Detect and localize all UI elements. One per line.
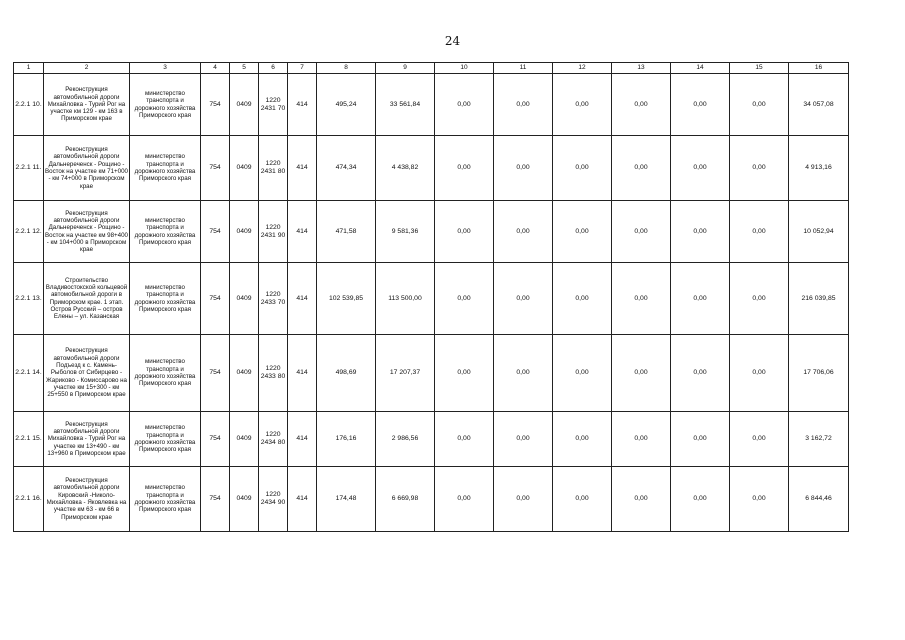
cell-col-16: 34 057,08 [789,74,849,136]
cell-col-14: 0,00 [671,467,730,532]
cell-col-9: 9 581,36 [376,201,435,263]
cell-col-12: 0,00 [553,136,612,201]
column-header-4: 4 [201,63,230,74]
cell-col-5: 0409 [230,467,259,532]
cell-col-7: 414 [288,201,317,263]
cell-col-11: 0,00 [494,412,553,467]
cell-col-7: 414 [288,74,317,136]
cell-col-5: 0409 [230,263,259,335]
table-row [14,201,849,263]
column-header-15: 15 [730,63,789,74]
column-header-14: 14 [671,63,730,74]
cell-col-8: 474,34 [317,136,376,201]
cell-col-10: 0,00 [435,467,494,532]
cell-col-3: министерство транспорта и дорожного хозяйства Приморского края [130,467,201,532]
cell-col-2: Реконструкция автомобильной дороги Михайловка - Турий Рог на участке км 129 - км 163 в Приморском крае [44,74,130,136]
column-header-7: 7 [288,63,317,74]
column-header-1: 1 [14,63,44,74]
cell-col-10: 0,00 [435,412,494,467]
cell-col-15: 0,00 [730,412,789,467]
cell-col-1: 2.2.1 16. [14,467,44,532]
cell-col-6: 1220 2433 70 [259,263,288,335]
table-row [14,263,849,335]
cell-col-4: 754 [201,136,230,201]
cell-col-9: 33 561,84 [376,74,435,136]
column-header-2: 2 [44,63,130,74]
cell-col-8: 495,24 [317,74,376,136]
cell-col-2: Реконструкция автомобильной дороги Михайловка - Турий Рог на участке км 13+490 - км 13+960 в Приморском крае [44,412,130,467]
cell-col-11: 0,00 [494,335,553,412]
table-row [14,412,849,467]
cell-col-3: министерство транспорта и дорожного хозяйства Приморского края [130,412,201,467]
table-body [14,74,849,532]
column-header-16: 16 [789,63,849,74]
cell-col-2: Строительство Владивостокской кольцевой автомобильной дороги в Приморском крае. 1 этап. Остров Русский – остров Елены – ул. Казанская [44,263,130,335]
cell-col-6: 1220 2431 90 [259,201,288,263]
cell-col-9: 6 669,98 [376,467,435,532]
cell-col-7: 414 [288,412,317,467]
cell-col-13: 0,00 [612,335,671,412]
cell-col-5: 0409 [230,74,259,136]
column-header-9: 9 [376,63,435,74]
cell-col-4: 754 [201,263,230,335]
cell-col-1: 2.2.1 15. [14,412,44,467]
cell-col-11: 0,00 [494,467,553,532]
cell-col-4: 754 [201,74,230,136]
cell-col-12: 0,00 [553,263,612,335]
cell-col-12: 0,00 [553,74,612,136]
cell-col-14: 0,00 [671,74,730,136]
cell-col-11: 0,00 [494,74,553,136]
cell-col-3: министерство транспорта и дорожного хозяйства Приморского края [130,335,201,412]
header-row [14,63,849,74]
cell-col-6: 1220 2433 80 [259,335,288,412]
cell-col-1: 2.2.1 11. [14,136,44,201]
cell-col-2: Реконструкция автомобильной дороги Дальнереченск - Рощино - Восток на участке км 71+000 - км 74+000 в Приморском крае [44,136,130,201]
cell-col-14: 0,00 [671,136,730,201]
cell-col-16: 216 039,85 [789,263,849,335]
cell-col-16: 4 913,16 [789,136,849,201]
cell-col-9: 113 500,00 [376,263,435,335]
cell-col-2: Реконструкция автомобильной дороги Кировский -Николо-Михайловка - Яковлевка на участке км 63 - км 66 в Приморском крае [44,467,130,532]
column-header-11: 11 [494,63,553,74]
cell-col-8: 471,58 [317,201,376,263]
cell-col-9: 4 438,82 [376,136,435,201]
column-header-10: 10 [435,63,494,74]
column-header-6: 6 [259,63,288,74]
cell-col-13: 0,00 [612,136,671,201]
cell-col-6: 1220 2431 70 [259,74,288,136]
cell-col-7: 414 [288,263,317,335]
cell-col-3: министерство транспорта и дорожного хозяйства Приморского края [130,201,201,263]
column-header-8: 8 [317,63,376,74]
cell-col-1: 2.2.1 14. [14,335,44,412]
cell-col-15: 0,00 [730,467,789,532]
cell-col-10: 0,00 [435,263,494,335]
cell-col-10: 0,00 [435,136,494,201]
cell-col-5: 0409 [230,136,259,201]
cell-col-9: 17 207,37 [376,335,435,412]
cell-col-16: 17 706,06 [789,335,849,412]
cell-col-7: 414 [288,467,317,532]
cell-col-13: 0,00 [612,412,671,467]
column-header-5: 5 [230,63,259,74]
cell-col-14: 0,00 [671,263,730,335]
cell-col-15: 0,00 [730,201,789,263]
cell-col-15: 0,00 [730,335,789,412]
cell-col-4: 754 [201,467,230,532]
table-row [14,335,849,412]
table-row [14,467,849,532]
cell-col-4: 754 [201,412,230,467]
cell-col-13: 0,00 [612,467,671,532]
column-header-3: 3 [130,63,201,74]
cell-col-1: 2.2.1 10. [14,74,44,136]
cell-col-7: 414 [288,335,317,412]
cell-col-6: 1220 2434 80 [259,412,288,467]
cell-col-5: 0409 [230,335,259,412]
cell-col-12: 0,00 [553,335,612,412]
cell-col-13: 0,00 [612,74,671,136]
cell-col-9: 2 986,56 [376,412,435,467]
cell-col-13: 0,00 [612,263,671,335]
cell-col-16: 3 162,72 [789,412,849,467]
page-number: 24 [444,34,461,48]
cell-col-2: Реконструкция автомобильной дороги Подъезд к с. Камень-Рыболов от Сибирцево - Жариково - Комиссарово на участке км 15+300 - км 25+550 в Приморском крае [44,335,130,412]
cell-col-5: 0409 [230,201,259,263]
cell-col-4: 754 [201,201,230,263]
cell-col-14: 0,00 [671,201,730,263]
cell-col-12: 0,00 [553,412,612,467]
table-row [14,74,849,136]
cell-col-16: 10 052,94 [789,201,849,263]
cell-col-3: министерство транспорта и дорожного хозяйства Приморского края [130,74,201,136]
cell-col-11: 0,00 [494,201,553,263]
cell-col-8: 102 539,85 [317,263,376,335]
cell-col-3: министерство транспорта и дорожного хозяйства Приморского края [130,136,201,201]
cell-col-15: 0,00 [730,136,789,201]
cell-col-1: 2.2.1 12. [14,201,44,263]
cell-col-15: 0,00 [730,263,789,335]
cell-col-6: 1220 2431 80 [259,136,288,201]
cell-col-3: министерство транспорта и дорожного хозяйства Приморского края [130,263,201,335]
cell-col-6: 1220 2434 90 [259,467,288,532]
cell-col-15: 0,00 [730,74,789,136]
cell-col-4: 754 [201,335,230,412]
cell-col-14: 0,00 [671,335,730,412]
cell-col-12: 0,00 [553,467,612,532]
table-row [14,136,849,201]
cell-col-16: 6 844,46 [789,467,849,532]
cell-col-2: Реконструкция автомобильной дороги Дальнереченск - Рощино - Восток на участке км 98+400 - км 104+000 в Приморском крае [44,201,130,263]
cell-col-12: 0,00 [553,201,612,263]
cell-col-10: 0,00 [435,335,494,412]
cell-col-5: 0409 [230,412,259,467]
cell-col-10: 0,00 [435,74,494,136]
cell-col-1: 2.2.1 13. [14,263,44,335]
cell-col-11: 0,00 [494,263,553,335]
cell-col-7: 414 [288,136,317,201]
cell-col-10: 0,00 [435,201,494,263]
cell-col-11: 0,00 [494,136,553,201]
column-header-12: 12 [553,63,612,74]
program-table [13,62,849,532]
cell-col-14: 0,00 [671,412,730,467]
column-header-13: 13 [612,63,671,74]
cell-col-8: 174,48 [317,467,376,532]
cell-col-13: 0,00 [612,201,671,263]
cell-col-8: 498,69 [317,335,376,412]
cell-col-8: 176,16 [317,412,376,467]
